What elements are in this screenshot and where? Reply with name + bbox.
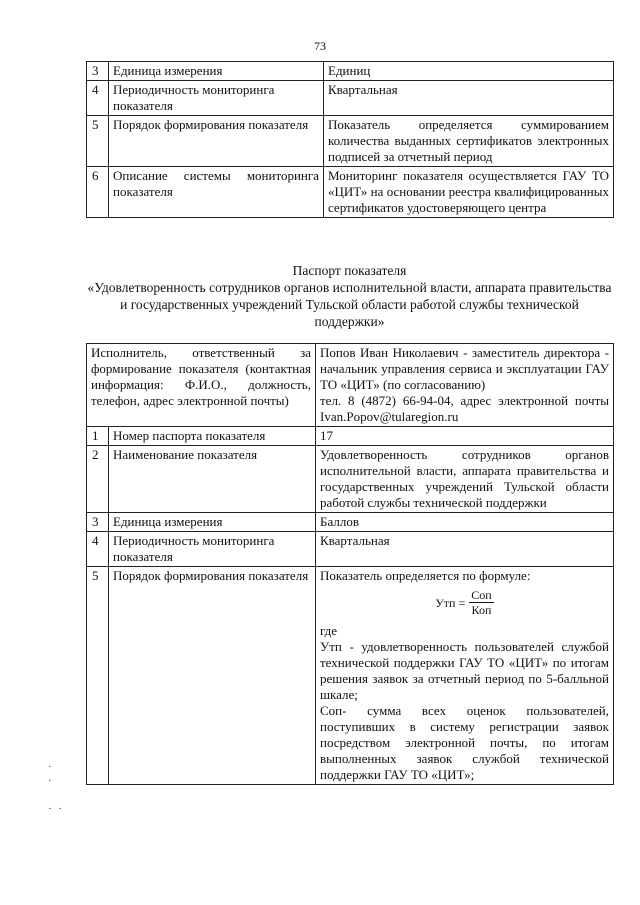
formula-lhs: Утп = bbox=[435, 595, 466, 610]
formula-intro: Показатель определяется по формуле: bbox=[320, 568, 531, 583]
row-number: 3 bbox=[87, 513, 109, 532]
row-label: Единица измерения bbox=[109, 62, 324, 81]
row-value: Показатель определяется суммированием количества выданных сертификатов электронных подписей за отчетный период bbox=[324, 116, 614, 167]
table-row bbox=[87, 167, 614, 218]
row-value: Квартальная bbox=[324, 81, 614, 116]
row-number: 5 bbox=[87, 567, 109, 785]
row-label: Порядок формирования показателя bbox=[109, 116, 324, 167]
responsible-contacts: тел. 8 (4872) 66-94-04, адрес электронной почты Ivan.Popov@tularegion.ru bbox=[320, 393, 609, 424]
row-label: Периодичность мониторинга показателя bbox=[109, 532, 316, 567]
row-value: Мониторинг показателя осуществляется ГАУ ТО «ЦИТ» на основании реестра квалифицированных сертификатов удостоверяющего центра bbox=[324, 167, 614, 218]
table-row bbox=[87, 513, 614, 532]
row-label: Описание системы мониторинга показателя bbox=[109, 167, 324, 218]
formula-where: где bbox=[320, 623, 338, 638]
page-number: 73 bbox=[314, 39, 326, 53]
row-value: 17 bbox=[316, 427, 614, 446]
table-row bbox=[87, 427, 614, 446]
indicator-table-previous bbox=[86, 61, 614, 218]
row-label: Номер паспорта показателя bbox=[109, 427, 316, 446]
row-number: 3 bbox=[87, 62, 109, 81]
row-value: Единиц bbox=[324, 62, 614, 81]
row-number: 4 bbox=[87, 532, 109, 567]
formula-definition-1: Утп - удовлетворенность пользователей службой технической поддержки ГАУ ТО «ЦИТ» по итогам решения заявок за отчетный период по 5-балльной шкале; bbox=[320, 639, 609, 702]
table-row bbox=[87, 567, 614, 785]
responsible-label: Исполнитель, ответственный за формирование показателя (контактная информация: Ф.И.О., должность, телефон, адрес электронной почты) bbox=[87, 344, 316, 427]
row-label: Порядок формирования показателя bbox=[109, 567, 316, 785]
row-number: 5 bbox=[87, 116, 109, 167]
row-number: 1 bbox=[87, 427, 109, 446]
responsible-value bbox=[316, 344, 614, 427]
passport-subtitle: «Удовлетворенность сотрудников органов исполнительной власти, аппарата правительства и государственных учреждений Тульской области работой службы технической поддержки» bbox=[87, 280, 612, 329]
formula-definition-2: Соп- сумма всех оценок пользователей, поступивших в систему регистрации заявок посредством электронной почты, по итогам выполненных заявок службой технической поддержки ГАУ ТО «ЦИТ»; bbox=[320, 703, 609, 782]
table-row bbox=[87, 532, 614, 567]
indicator-passport-table bbox=[86, 343, 614, 785]
formula-cell bbox=[316, 567, 614, 785]
row-value: Квартальная bbox=[316, 532, 614, 567]
formula-fraction bbox=[469, 588, 493, 617]
passport-title: Паспорт показателя bbox=[292, 263, 407, 278]
row-label: Единица измерения bbox=[109, 513, 316, 532]
table-row bbox=[87, 116, 614, 167]
row-label: Наименование показателя bbox=[109, 446, 316, 513]
table-row bbox=[87, 344, 614, 427]
table-row bbox=[87, 446, 614, 513]
formula-denominator: Коп bbox=[471, 603, 492, 617]
row-number: 6 bbox=[87, 167, 109, 218]
formula bbox=[320, 588, 609, 617]
passport-heading bbox=[86, 262, 613, 330]
scan-margin-marks: · · · · bbox=[48, 761, 65, 815]
table-row bbox=[87, 81, 614, 116]
responsible-person: Попов Иван Николаевич - заместитель директора - начальник управления сервиса и эксплуатации ГАУ ТО «ЦИТ» (по согласованию) bbox=[320, 345, 609, 392]
row-value: Удовлетворенность сотрудников органов исполнительной власти, аппарата правительства и государственных учреждений Тульской области работой службы технической поддержки bbox=[316, 446, 614, 513]
table-row bbox=[87, 62, 614, 81]
formula-numerator: Соп bbox=[471, 588, 492, 602]
row-label: Периодичность мониторинга показателя bbox=[109, 81, 324, 116]
row-number: 4 bbox=[87, 81, 109, 116]
row-value: Баллов bbox=[316, 513, 614, 532]
row-number: 2 bbox=[87, 446, 109, 513]
